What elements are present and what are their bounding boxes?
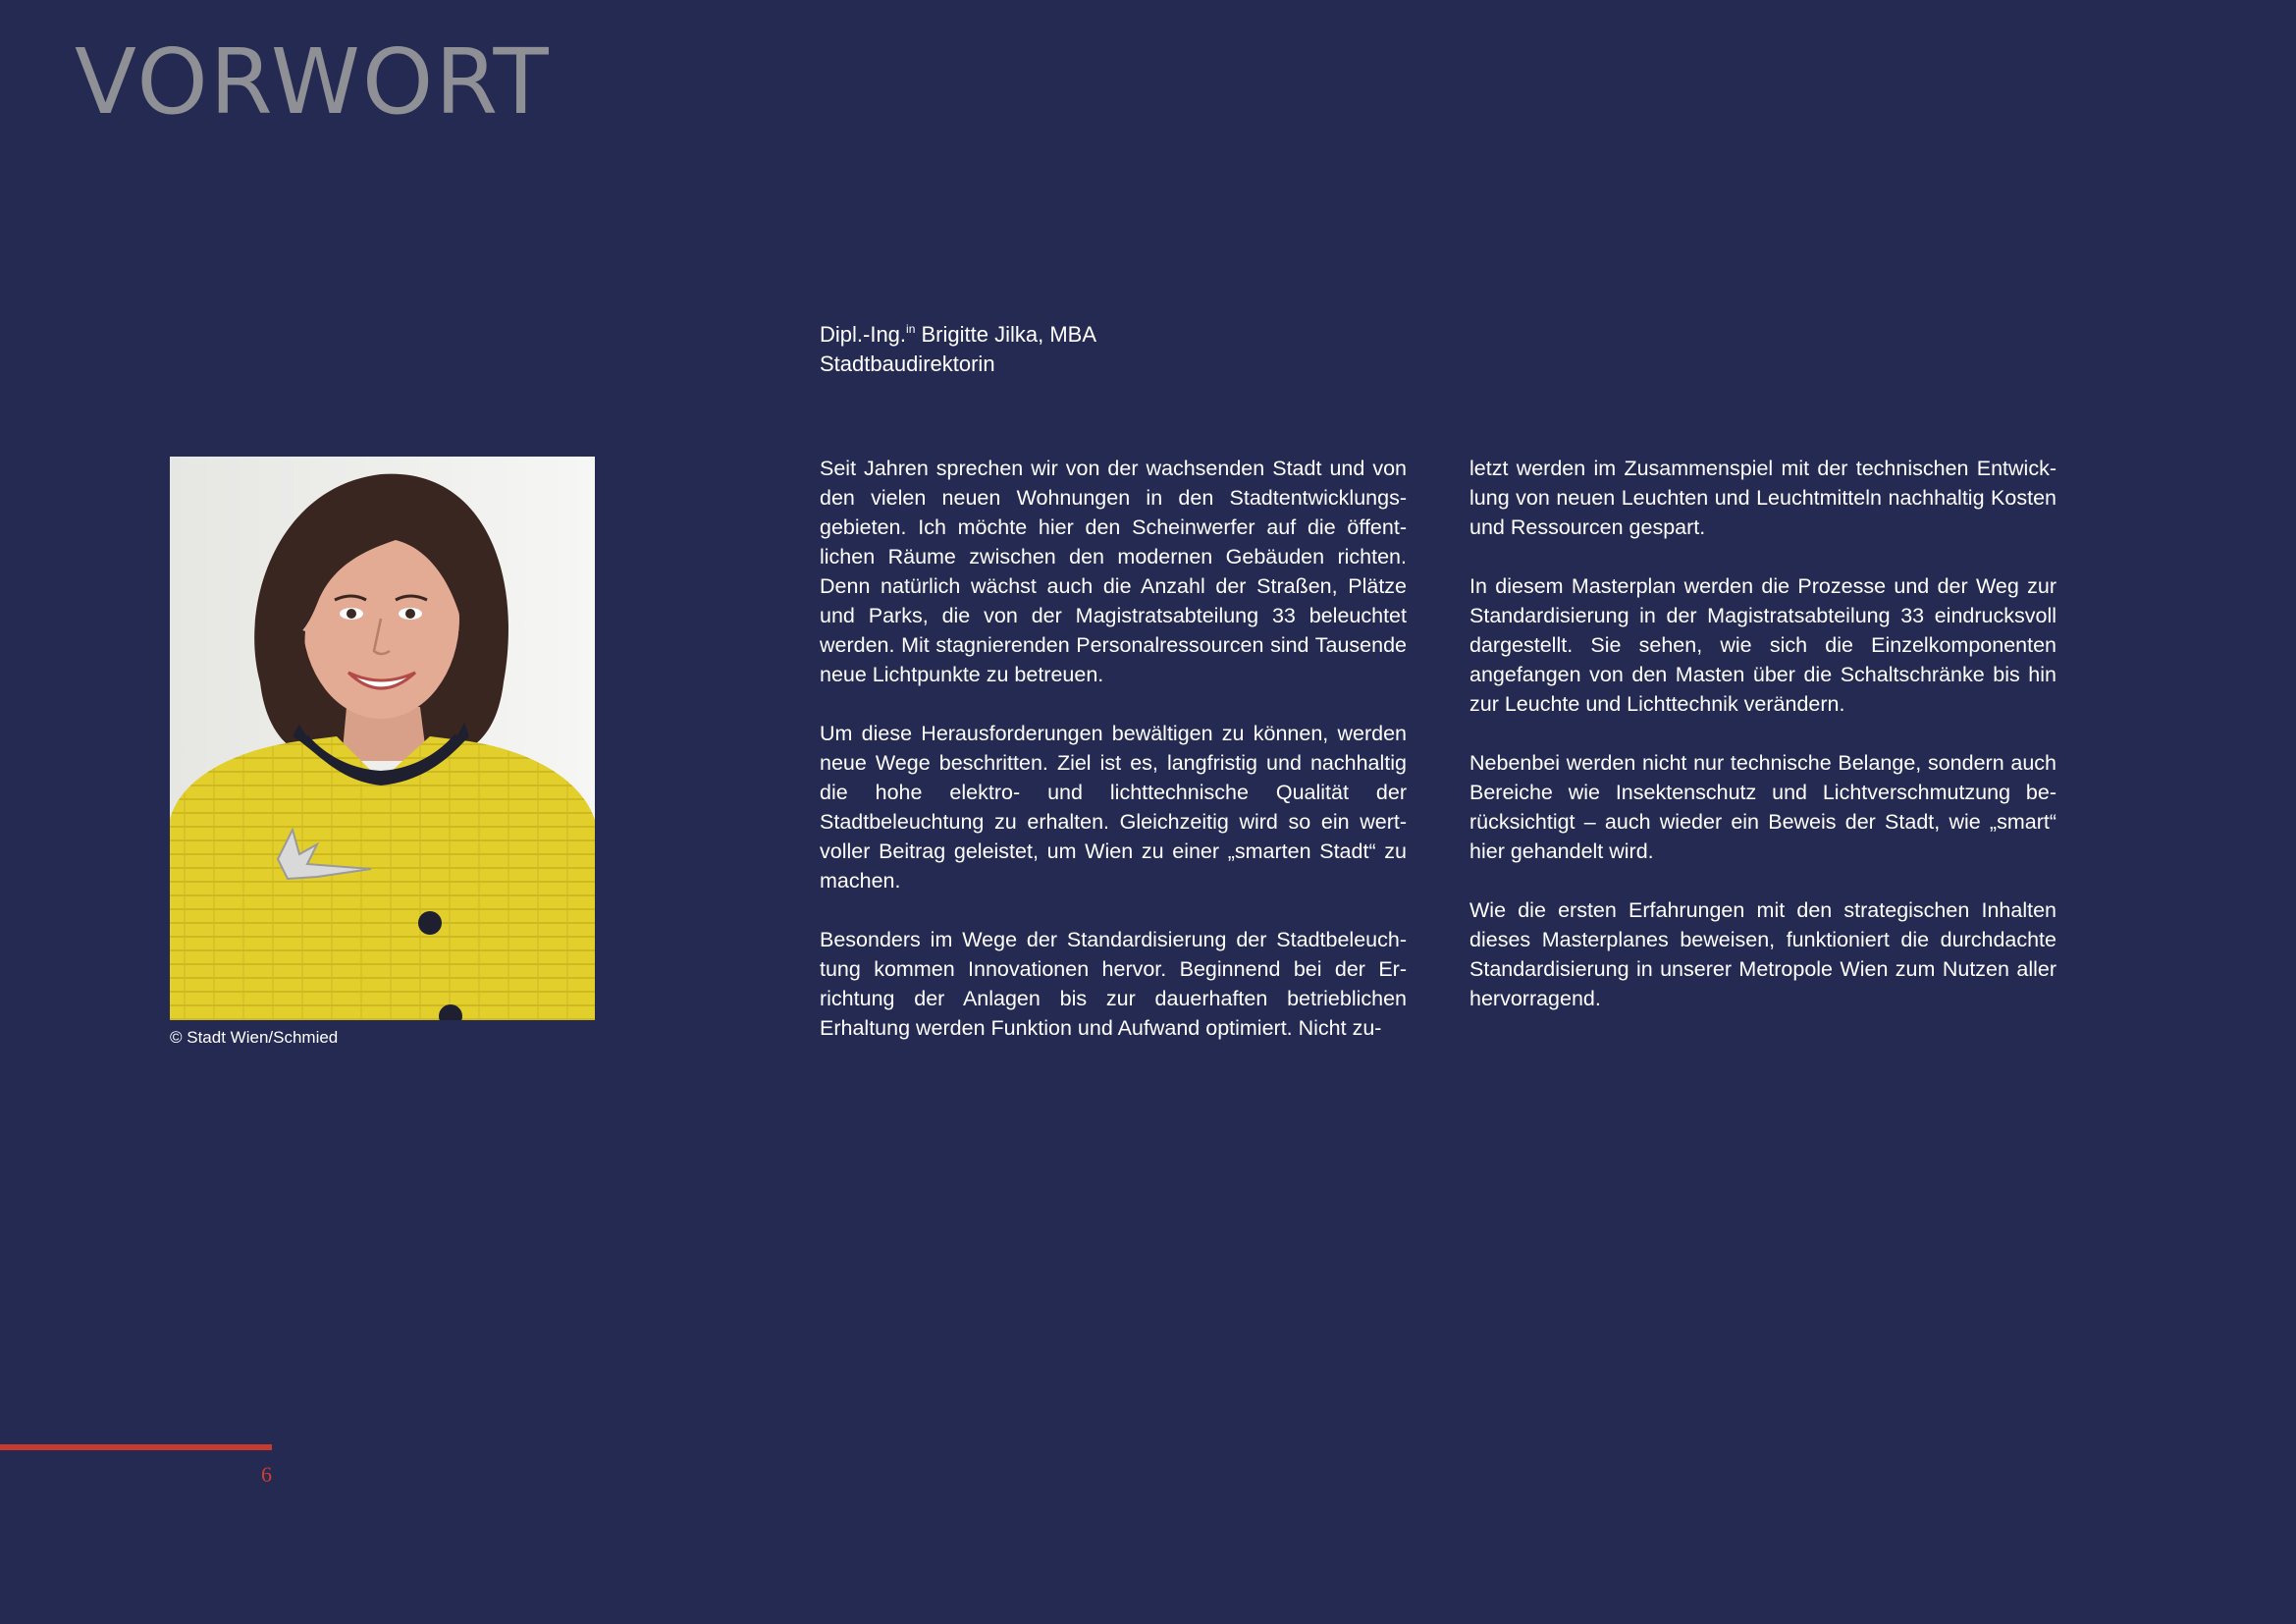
- paragraph: Um diese Herausforderungen bewältigen zu können, werden neue Wege beschritten. Ziel ist es, langfristig und nachhaltig die hohe elektro- und lichttechnische Qualität der Stadtbeleuchtung zu erhalten. Gleichzeitig wird so ein wertvoller Beitrag geleistet, um Wien zu einer „smarten Stadt“ zu machen.: [820, 722, 1407, 893]
- paragraph: Seit Jahren sprechen wir von der wachsenden Stadt und von den vielen neuen Wohnungen in den Stadtentwicklungsgebieten. Ich möchte hier den Scheinwerfer auf die öffentlichen Räume zwischen den modernen Gebäuden richten. Denn natürlich wächst auch die Anzahl der Straßen, Plätze und Parks, die von der Magistratsabteilung 33 beleuchtet werden. Mit stagnierenden Personalressourcen sind Tausende neue Lichtpunkte zu betreuen.: [820, 457, 1407, 686]
- paragraph: Nebenbei werden nicht nur technische Belange, sondern auch Bereiche wie Insektenschutz und Lichtverschmutzung berücksichtigt – auch wieder ein Beweis der Stadt, wie „smart“ hier gehandelt wird.: [1469, 751, 2056, 863]
- paragraph: In diesem Masterplan werden die Prozesse und der Weg zur Standardisierung in der Magistratsabteilung 33 eindrucksvoll dargestellt. Sie sehen, wie sich die Einzelkomponenten angefangen von den Masten über die Schaltschränke bis hin zur Leuchte und Lichttechnik verändern.: [1469, 574, 2056, 716]
- text-column-left: [820, 454, 1407, 1072]
- author-block: [820, 320, 1096, 379]
- author-name: [820, 320, 1096, 350]
- author-title-superscript: in: [906, 322, 916, 336]
- page-title: VORWORT: [75, 29, 551, 135]
- paragraph: Besonders im Wege der Standardisierung der Stadtbeleuchtung kommen Innovationen hervor. Beginnend bei der Errichtung der Anlagen bis zur dauerhaften betrieblichen Erhaltung werden Funktion und Aufwand optimiert. Nicht zu-: [820, 928, 1407, 1040]
- author-role: Stadtbaudirektorin: [820, 352, 995, 376]
- paragraph: letzt werden im Zusammenspiel mit der technischen Entwicklung von neuen Leuchten und Leuchtmitteln nachhaltig Kosten und Ressourcen gespart.: [1469, 457, 2056, 539]
- author-title-prefix: Dipl.-Ing.: [820, 322, 907, 347]
- page-number-rule: [0, 1444, 272, 1450]
- page-number: 6: [261, 1462, 272, 1487]
- photo-credit: © Stadt Wien/Schmied: [170, 1028, 339, 1047]
- paragraph: Wie die ersten Erfahrungen mit den strategischen Inhalten dieses Masterplanes beweisen, funktioniert die durchdachte Standardisierung in unserer Metropole Wien zum Nutzen aller hervorragend.: [1469, 898, 2056, 1010]
- author-name-text: Brigitte Jilka, MBA: [915, 322, 1096, 347]
- portrait-photo: [170, 457, 595, 1020]
- text-column-right: [1469, 454, 2056, 1043]
- portrait-illustration: [170, 457, 595, 1020]
